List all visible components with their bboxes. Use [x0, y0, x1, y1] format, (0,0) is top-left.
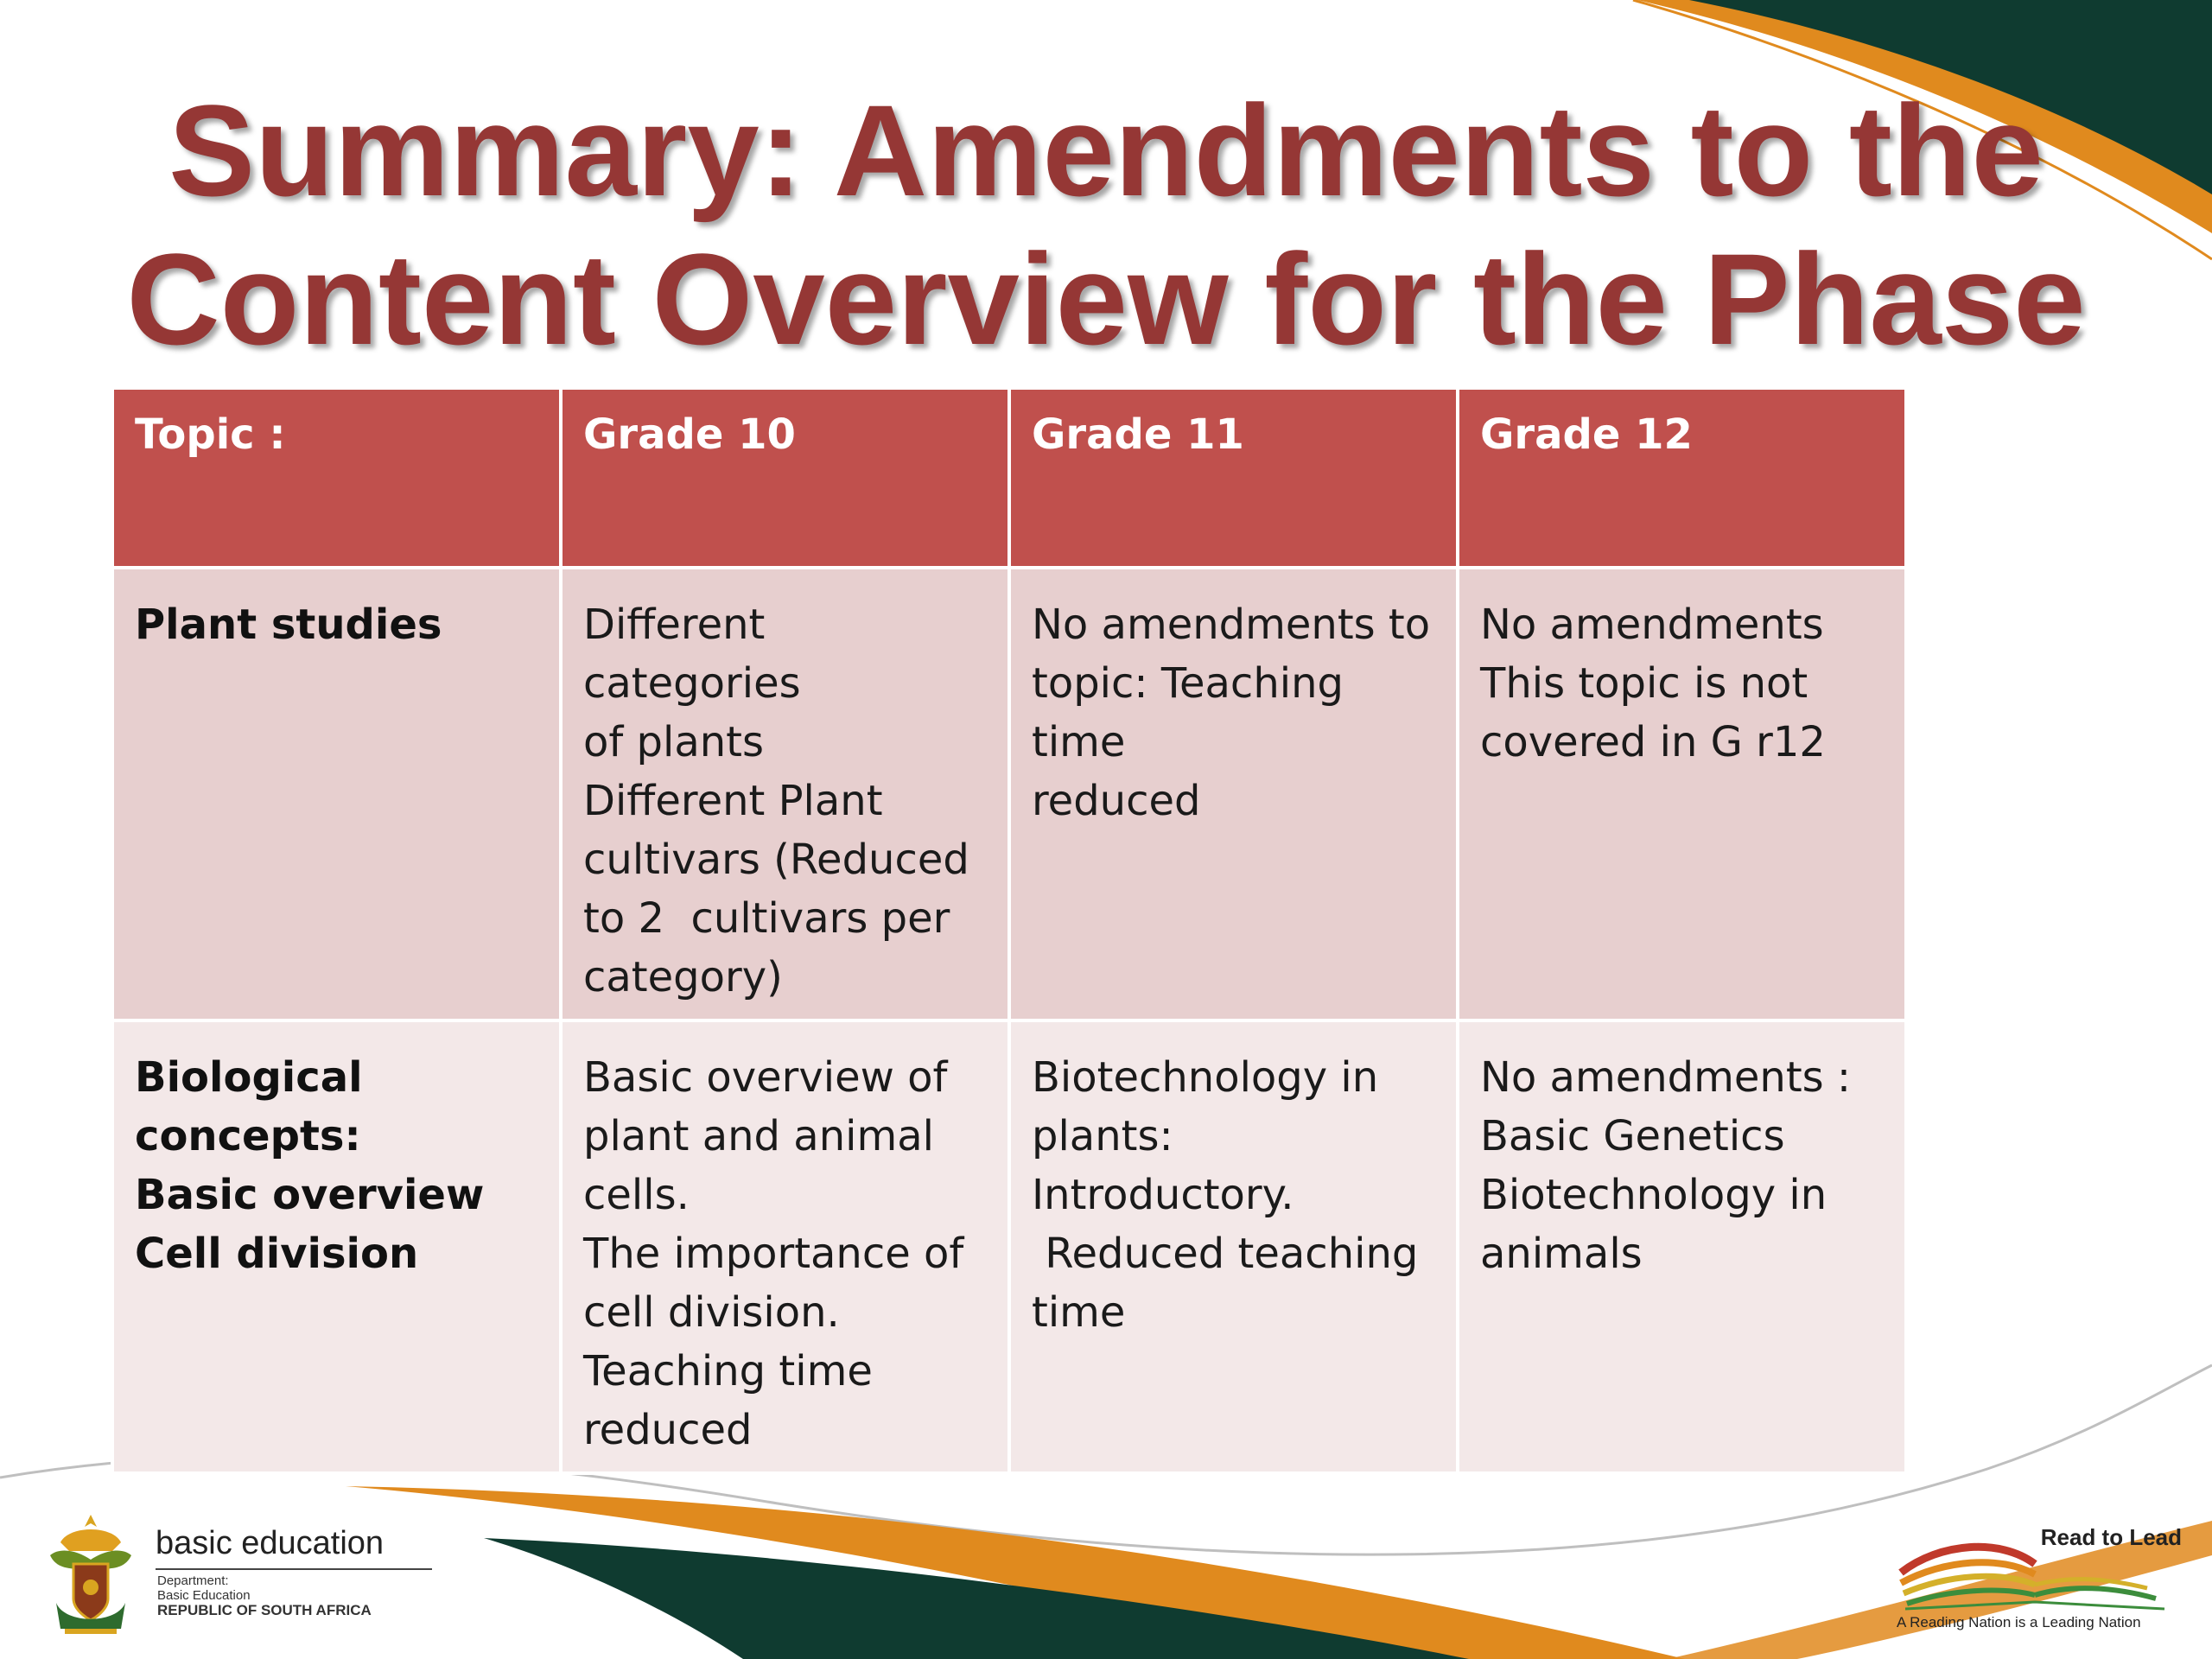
cell-line: Cell division — [135, 1230, 419, 1278]
country-name: REPUBLIC OF SOUTH AFRICA — [157, 1602, 372, 1618]
logo-divider — [156, 1568, 432, 1570]
header-grade-12: Grade 12 — [1458, 388, 1906, 568]
slide-title — [112, 76, 2100, 373]
header-topic: Topic : — [112, 388, 561, 568]
coat-of-arms-icon — [43, 1508, 138, 1637]
table-header-row — [112, 388, 1906, 568]
cell-line: Plant studies — [135, 601, 442, 649]
read-to-lead-logo — [1897, 1512, 2182, 1642]
cell-line: Introductory. — [1032, 1171, 1294, 1219]
cell-line: topic: Teaching time — [1032, 659, 1357, 766]
cell-line: cells. — [583, 1171, 690, 1219]
header-grade-10: Grade 10 — [561, 388, 1009, 568]
grade-11-cell — [1009, 568, 1458, 1020]
cell-line: cultivars (Reduced — [583, 836, 969, 884]
cell-line: cell division. — [583, 1288, 840, 1337]
grade-11-cell — [1009, 1020, 1458, 1473]
cell-line: of plants — [583, 718, 764, 766]
cell-line: animals — [1480, 1230, 1643, 1278]
cell-line: No amendments : — [1480, 1053, 1852, 1102]
cell-line: covered in G r12 — [1480, 718, 1826, 766]
header-grade-11: Grade 11 — [1009, 388, 1458, 568]
cell-line: Biological concepts: — [135, 1053, 378, 1160]
cell-line: This topic is not — [1480, 659, 1808, 708]
cell-line: category) — [583, 953, 783, 1001]
grade-12-cell — [1458, 1020, 1906, 1473]
grade-10-cell — [561, 1020, 1009, 1473]
cell-line: Basic Genetics — [1480, 1112, 1785, 1160]
topic-cell — [112, 568, 561, 1020]
cell-line: Biotechnology in — [1480, 1171, 1827, 1219]
cell-line: Biotechnology in — [1032, 1053, 1379, 1102]
cell-line: plant and animal — [583, 1112, 934, 1160]
table-row — [112, 1020, 1906, 1473]
cell-line: reduced — [1032, 777, 1201, 825]
cell-line: plants: — [1032, 1112, 1173, 1160]
cell-line: Different Plant — [583, 777, 883, 825]
department-line: Department: — [157, 1573, 229, 1588]
cell-line: No amendments to — [1032, 601, 1431, 649]
cell-line: reduced — [583, 1406, 753, 1454]
cell-line: The importance of — [583, 1230, 964, 1278]
title-line-2: Content Overview for the Phase — [126, 226, 2086, 372]
cell-line: Basic overview of — [583, 1053, 948, 1102]
topic-cell — [112, 1020, 561, 1473]
cell-line: Teaching time — [583, 1347, 873, 1395]
department-label — [157, 1573, 372, 1618]
cell-line: time — [1032, 1288, 1126, 1337]
title-line-1: Summary: Amendments to the — [168, 78, 2044, 223]
basic-education-name: basic education — [156, 1525, 385, 1561]
read-to-lead-title: Read to Lead — [2040, 1524, 2182, 1550]
grade-10-cell — [561, 568, 1009, 1020]
amendments-table — [111, 386, 1908, 1475]
grade-12-cell — [1458, 568, 1906, 1020]
cell-line: to 2 cultivars per — [583, 894, 950, 943]
cell-line: Basic overview — [135, 1171, 485, 1219]
cell-line: No amendments — [1480, 601, 1824, 649]
department-line: Basic Education — [157, 1588, 251, 1603]
read-to-lead-tagline: A Reading Nation is a Leading Nation — [1897, 1614, 2141, 1630]
cell-line: Different categories — [583, 601, 801, 708]
table-row — [112, 568, 1906, 1020]
cell-line: Reduced teaching — [1032, 1230, 1419, 1278]
basic-education-logo — [43, 1508, 406, 1637]
